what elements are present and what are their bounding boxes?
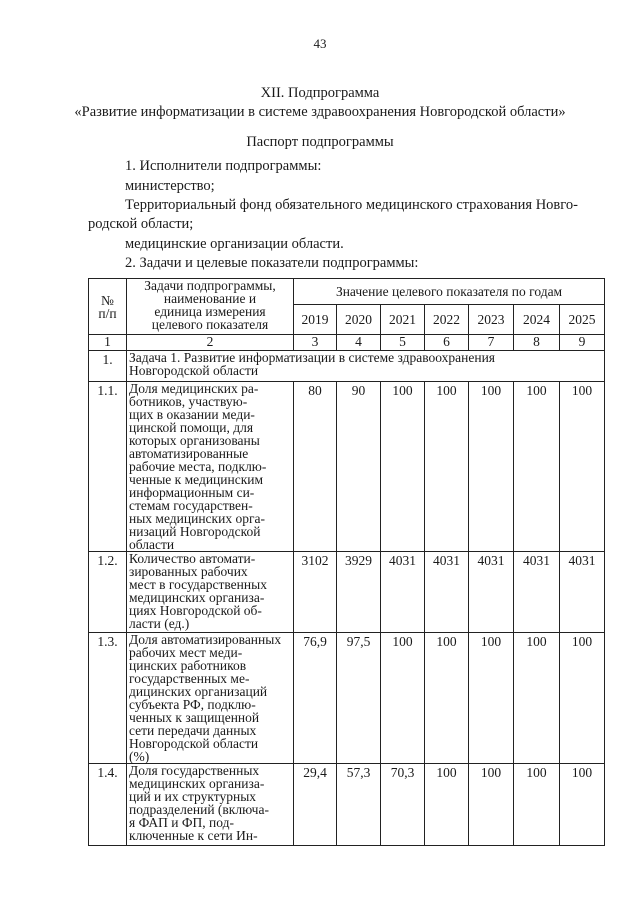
column-number: 8 bbox=[514, 335, 560, 351]
indicator-value: 100 bbox=[514, 764, 560, 846]
year-header: 2023 bbox=[469, 305, 514, 335]
year-header: 2021 bbox=[381, 305, 425, 335]
indicator-name: Доля автоматизированных рабочих мест меди- цинских работников государственных ме- дицинских организаций субъекта РФ, подклю- ченных к защищенной сети передачи данных Новгородской области (%) bbox=[127, 633, 294, 764]
indicator-value: 100 bbox=[469, 764, 514, 846]
indicator-value: 90 bbox=[337, 382, 381, 552]
year-header: 2022 bbox=[425, 305, 469, 335]
section-title: XII. Подпрограмма bbox=[260, 85, 380, 101]
executor-item: Территориальный фонд обязательного медицинского страхования Новго- bbox=[125, 197, 578, 213]
row-number: 1.3. bbox=[89, 633, 127, 764]
indicator-value: 57,3 bbox=[337, 764, 381, 846]
indicator-value: 100 bbox=[560, 764, 605, 846]
indicator-name: Доля медицинских ра- ботников, участвую- щих в оказании меди- цинской помощи, для которых организованы автоматизированные рабочие места, подклю- ченные к медицинским информационным си- стемам государствен- ных медицинских орга- низаций Новгородской области bbox=[127, 382, 294, 552]
column-number: 9 bbox=[560, 335, 605, 351]
executor-item: министерство; bbox=[125, 178, 215, 194]
indicator-value: 100 bbox=[425, 382, 469, 552]
indicator-value: 3102 bbox=[294, 552, 337, 633]
target-indicators-table bbox=[88, 278, 605, 846]
executor-item: медицинские организации области. bbox=[125, 236, 344, 252]
indicator-value: 100 bbox=[514, 382, 560, 552]
row-number: 1.2. bbox=[89, 552, 127, 633]
indicator-value: 29,4 bbox=[294, 764, 337, 846]
year-header: 2019 bbox=[294, 305, 337, 335]
indicator-value: 100 bbox=[560, 633, 605, 764]
indicator-name: Доля государственных медицинских организа- ций и их структурных подразделений (включа- я ФАП и ФП, под- ключенные к сети Ин- bbox=[127, 764, 294, 846]
column-number: 4 bbox=[337, 335, 381, 351]
row-number: 1.4. bbox=[89, 764, 127, 846]
indicator-value: 4031 bbox=[469, 552, 514, 633]
subprogram-name: «Развитие информатизации в системе здравоохранения Новгородской области» bbox=[74, 104, 566, 120]
indicator-value: 4031 bbox=[381, 552, 425, 633]
year-header: 2024 bbox=[514, 305, 560, 335]
page-number: 43 bbox=[313, 36, 327, 51]
indicator-value: 100 bbox=[514, 633, 560, 764]
indicator-value: 100 bbox=[381, 633, 425, 764]
header-name: Задачи подпрограммы, наименование и единица измерения целевого показателя bbox=[127, 279, 294, 335]
header-num: № п/п bbox=[89, 279, 127, 335]
task-number: 1. bbox=[89, 351, 127, 382]
indicator-value: 100 bbox=[425, 764, 469, 846]
column-number: 1 bbox=[89, 335, 127, 351]
indicator-value: 100 bbox=[469, 633, 514, 764]
indicator-value: 4031 bbox=[425, 552, 469, 633]
indicator-value: 100 bbox=[425, 633, 469, 764]
indicator-value: 4031 bbox=[514, 552, 560, 633]
tasks-heading: 2. Задачи и целевые показатели подпрограммы: bbox=[125, 255, 419, 271]
passport-title: Паспорт подпрограммы bbox=[246, 134, 394, 150]
indicator-value: 100 bbox=[560, 382, 605, 552]
header-values: Значение целевого показателя по годам bbox=[294, 279, 605, 305]
indicator-value: 80 bbox=[294, 382, 337, 552]
year-header: 2020 bbox=[337, 305, 381, 335]
column-number: 5 bbox=[381, 335, 425, 351]
indicator-name: Количество автомати- зированных рабочих мест в государственных медицинских организа- циях Новгородской об- ласти (ед.) bbox=[127, 552, 294, 633]
indicator-value: 100 bbox=[381, 382, 425, 552]
indicator-value: 3929 bbox=[337, 552, 381, 633]
executor-item-continuation: родской области; bbox=[88, 216, 194, 232]
indicator-value: 76,9 bbox=[294, 633, 337, 764]
year-header: 2025 bbox=[560, 305, 605, 335]
column-number: 3 bbox=[294, 335, 337, 351]
indicator-value: 70,3 bbox=[381, 764, 425, 846]
column-number: 2 bbox=[127, 335, 294, 351]
column-number: 6 bbox=[425, 335, 469, 351]
executors-heading: 1. Исполнители подпрограммы: bbox=[125, 158, 322, 174]
indicator-value: 100 bbox=[469, 382, 514, 552]
indicator-value: 4031 bbox=[560, 552, 605, 633]
indicator-value: 97,5 bbox=[337, 633, 381, 764]
row-number: 1.1. bbox=[89, 382, 127, 552]
task-text: Задача 1. Развитие информатизации в системе здравоохранения Новгородской области bbox=[127, 351, 605, 382]
column-number: 7 bbox=[469, 335, 514, 351]
